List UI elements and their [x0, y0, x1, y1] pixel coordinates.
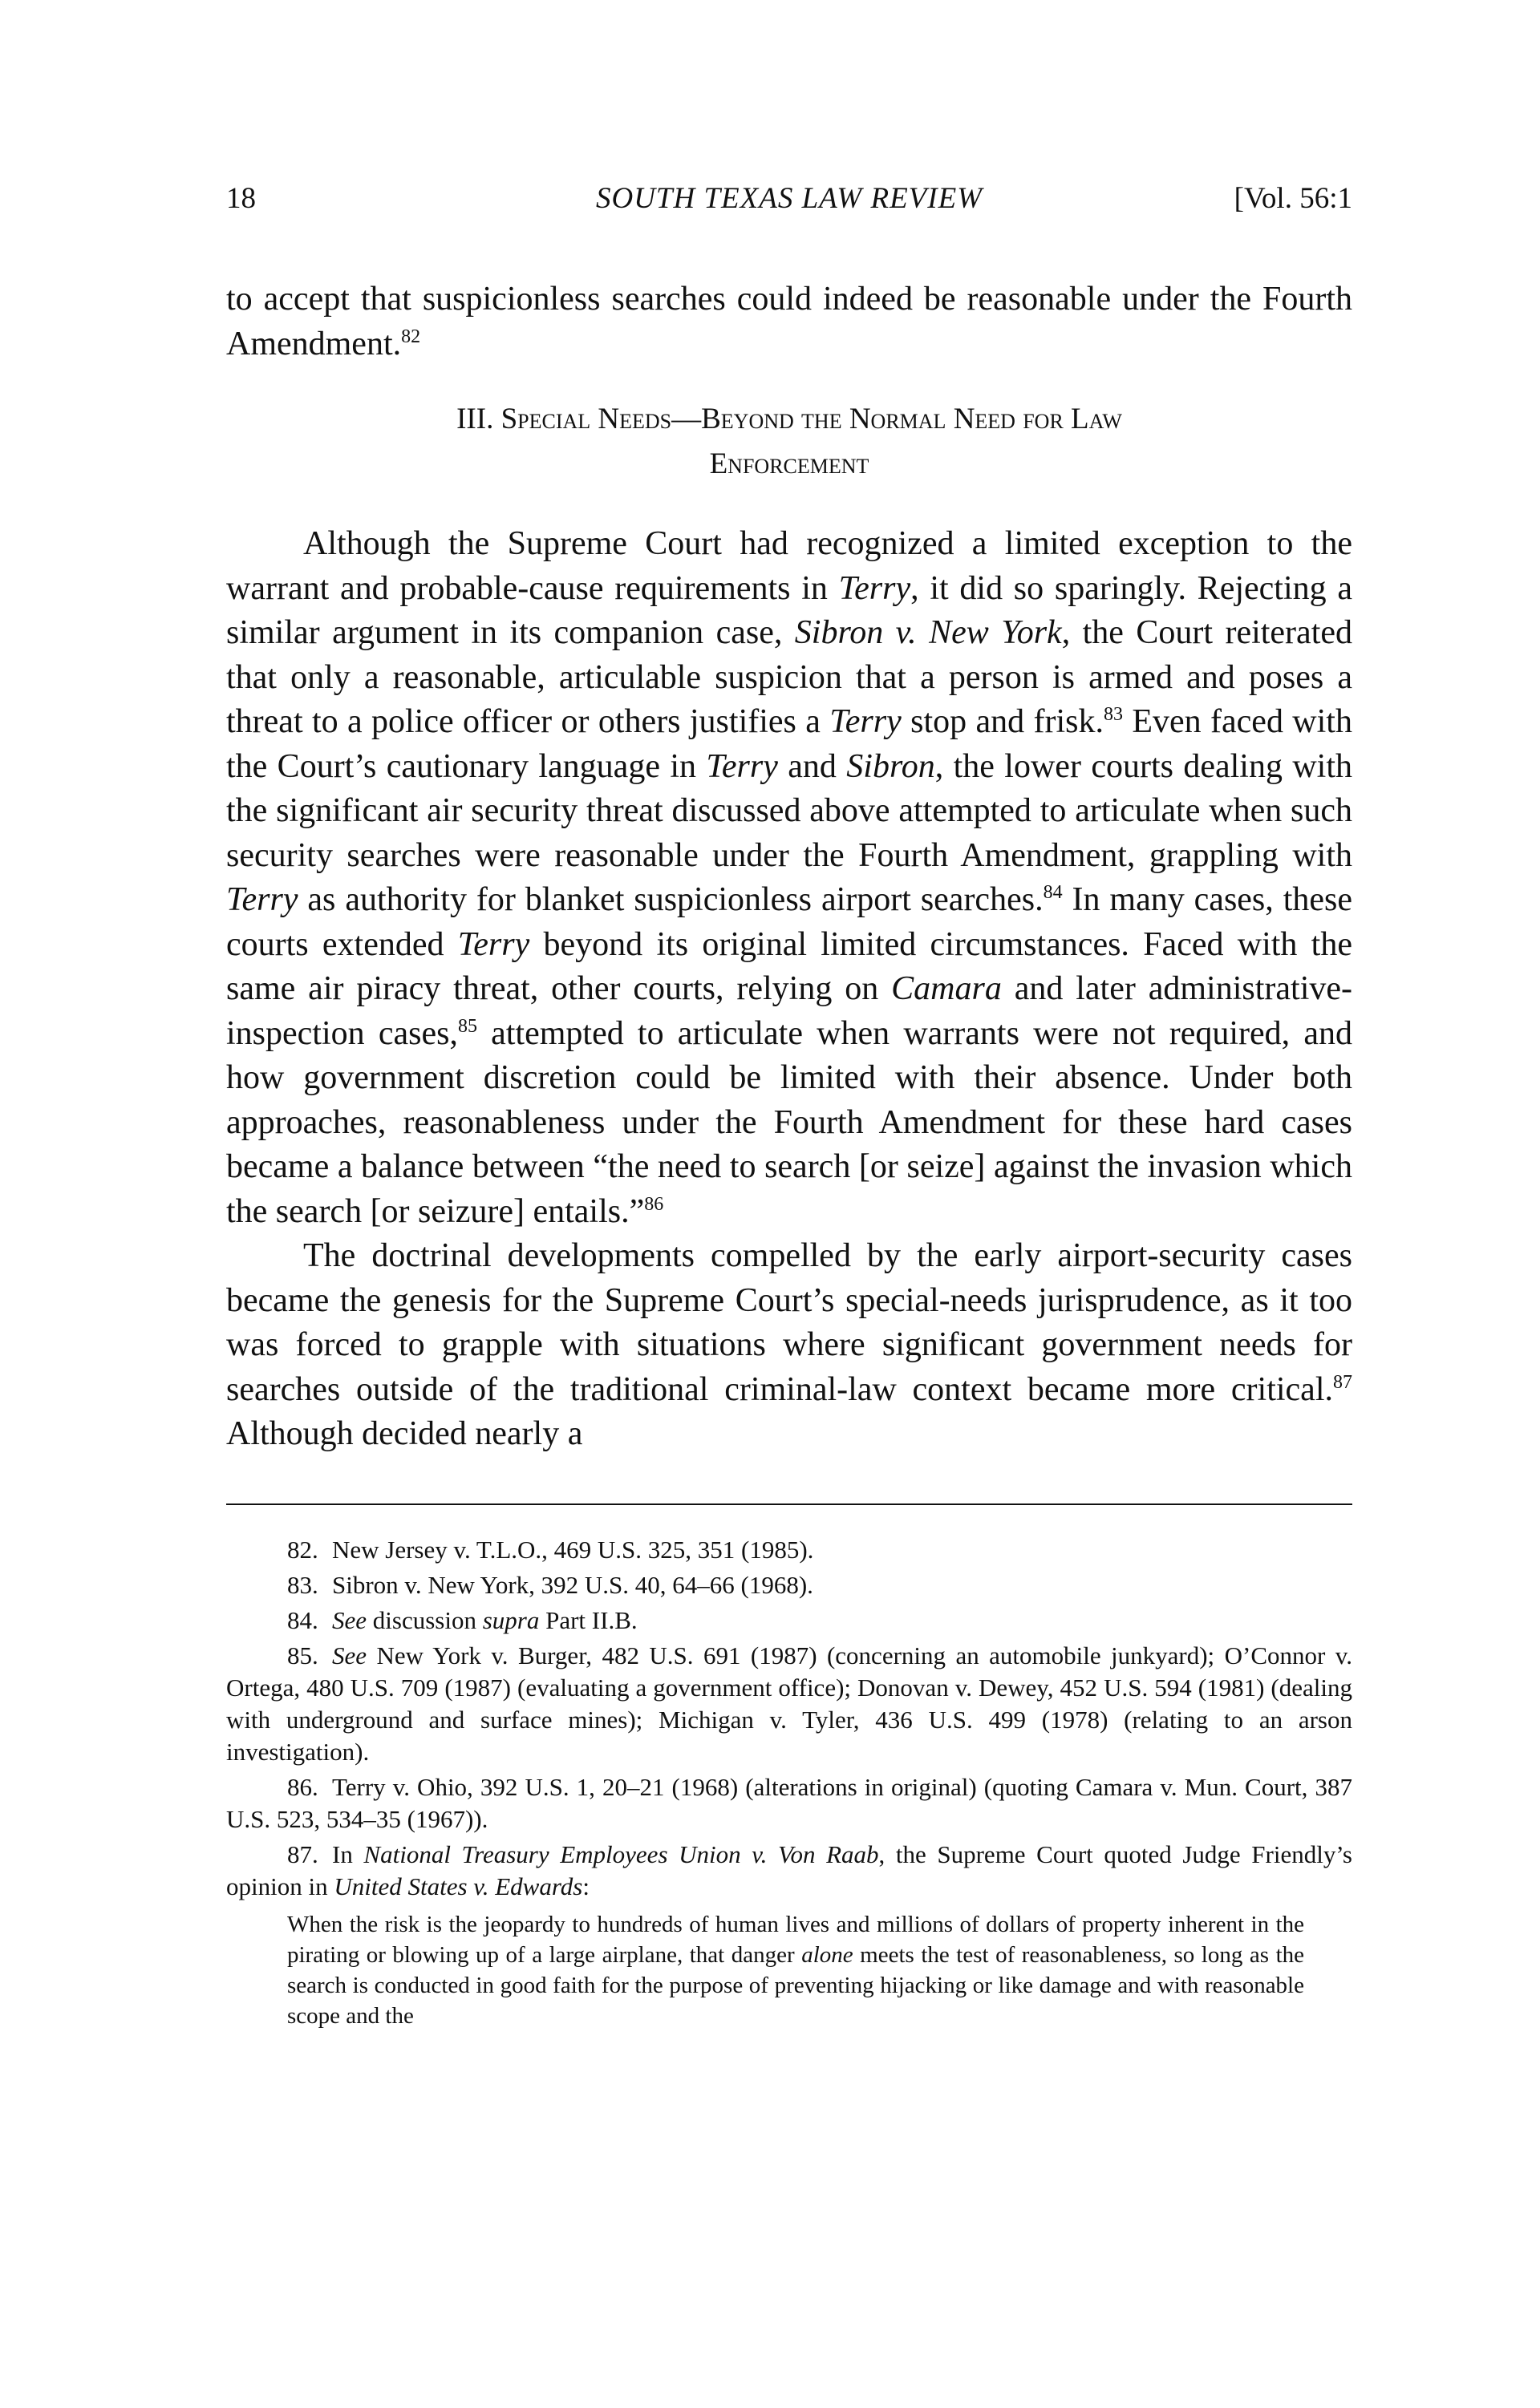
footnote-number: 85. [287, 1641, 318, 1669]
document-page [226, 181, 1352, 2031]
footnote-text: , the Supreme Court quoted Judge Friendly’s opinion in [226, 1839, 1352, 1900]
footnote-82 [226, 1534, 1352, 1566]
p1-text-l: attempted to articulate when warrants were not required, and how government discretion could be limited with their absence. Under both approaches, reasonableness under the Fourth Amendment for these hard cases became a balance between “the need to search [or seize] against the invasion which the search [or seizure] entails.” [226, 1014, 1352, 1230]
footnote-text: Part II.B. [539, 1605, 638, 1634]
footnote-83 [226, 1569, 1352, 1601]
signal-see: See [332, 1605, 367, 1634]
case-sibron: Sibron [846, 747, 935, 785]
continuation-paragraph [226, 277, 1352, 366]
footnote-84 [226, 1605, 1352, 1637]
case-terry: Terry [457, 925, 530, 963]
footnote-number: 84. [287, 1605, 318, 1634]
footnote-ref-83[interactable]: 83 [1104, 704, 1123, 725]
page-number: 18 [226, 182, 256, 215]
p1-text-a: Although the Supreme Court had recognized a limited exception to the warrant and probable-cause requirements in [226, 525, 1352, 607]
body-paragraph-2 [226, 1234, 1352, 1457]
footnote-number: 83. [287, 1570, 318, 1599]
quote-emphasis: alone [801, 1941, 853, 1968]
p1-text-f: and [777, 747, 847, 785]
quote-text: When the risk is the jeopardy to hundreds of human lives and millions of dollars of property inherent in the pirating or blowing up of a large airplane, that danger [287, 1911, 1304, 1968]
continuation-text: to accept that suspicionless searches could indeed be reasonable under the Fourth Amendment. [226, 281, 1352, 362]
footnote-ref-87[interactable]: 87 [1333, 1371, 1352, 1393]
p1-text-h: as authority for blanket suspicionless airport searches. [298, 881, 1044, 918]
p1-text-b: , it did so sparingly. Rejecting a similar argument in its companion case, [226, 569, 1352, 651]
p2-text: The doctrinal developments compelled by the early airport-security cases became the genesis for the Supreme Court’s special-needs jurisprudence, as it too was forced to grapple with situations where significant government needs for searches outside of the traditional criminal-law context became more critical. [226, 1237, 1352, 1408]
p2-tail: Although decided nearly a [226, 1415, 583, 1452]
footnote-number: 86. [287, 1772, 318, 1801]
footnote-text: discussion [367, 1605, 483, 1634]
running-header [226, 181, 1352, 229]
case-edwards: United States v. Edwards [334, 1872, 583, 1900]
p1-text-c: , the Court reiterated that only a reasonable, articulable suspicion that a person is armed and poses a threat to a police officer or others justifies a [226, 614, 1352, 740]
journal-title: SOUTH TEXAS LAW REVIEW [595, 182, 983, 215]
case-camara: Camara [891, 970, 1002, 1007]
case-terry: Terry [706, 747, 778, 785]
footnote-divider [226, 1503, 1352, 1505]
body-paragraph-1 [226, 522, 1352, 1234]
p1-text-k: and later administrative-inspection cases, [226, 970, 1352, 1052]
footnote-ref-84[interactable]: 84 [1043, 882, 1063, 903]
quote-text: meets the test of reasonableness, so long as the search is conducted in good faith for the purpose of preventing hijacking or like damage and with reasonable scope and the [287, 1941, 1304, 2029]
footnote-ref-85[interactable]: 85 [457, 1015, 477, 1037]
footnote-ref-82[interactable]: 82 [401, 326, 421, 347]
case-terry: Terry [226, 881, 298, 918]
p1-text-i: In many cases, these courts extended [226, 881, 1353, 963]
signal-supra: supra [482, 1605, 540, 1634]
footnote-ref-86[interactable]: 86 [644, 1193, 664, 1215]
footnote-number: 87. [287, 1839, 318, 1868]
volume-label: [Vol. 56:1 [1234, 182, 1352, 215]
p1-text-g: , the lower courts dealing with the significant air security threat discussed above attempted to articulate when such security searches were reasonable under the Fourth Amendment, grappling with [226, 747, 1352, 874]
section-heading [226, 397, 1352, 487]
footnote-87 [226, 1839, 1352, 1903]
footnote-number: 82. [287, 1535, 318, 1564]
footnote-85 [226, 1640, 1352, 1768]
case-terry: Terry [838, 569, 911, 607]
signal-see: See [332, 1641, 367, 1669]
section-heading-line2: Enforcement [709, 447, 869, 480]
footnote-text: New York v. Burger, 482 U.S. 691 (1987) (concerning an automobile junkyard); O’Connor v. Ortega, 480 U.S. 709 (1987) (evaluating a government office); Donovan v. Dewey, 452 U.S. 594 (1981) (dealing with underground and surface mines); Michigan v. Tyler, 436 U.S. 499 (1978) (relating to an arson investigation). [226, 1641, 1352, 1766]
footnote-86 [226, 1771, 1352, 1835]
p1-text-j: beyond its original limited circumstances. Faced with the same air piracy threat, other courts, relying on [226, 925, 1352, 1007]
p1-text-e: Even faced with the Court’s cautionary language in [226, 703, 1352, 785]
footnote-text: Sibron v. New York, 392 U.S. 40, 64–66 (1968). [332, 1570, 813, 1599]
case-sibron: Sibron v. New York [794, 614, 1062, 651]
footnote-text: Terry v. Ohio, 392 U.S. 1, 20–21 (1968) (alterations in original) (quoting Camara v. Mun. Court, 387 U.S. 523, 534–35 (1967)). [226, 1772, 1352, 1833]
footnote-text: In [332, 1839, 364, 1868]
case-terry: Terry [829, 703, 902, 740]
block-quote [226, 1909, 1352, 2031]
case-von-raab: National Treasury Employees Union v. Von Raab [363, 1839, 879, 1868]
p1-text-d: stop and frisk. [901, 703, 1104, 740]
footnote-text: New Jersey v. T.L.O., 469 U.S. 325, 351 (1985). [332, 1535, 814, 1564]
section-heading-line1: III. Special Needs—Beyond the Normal Need for Law [456, 403, 1122, 435]
footnotes [226, 1534, 1352, 2031]
footnote-text: : [582, 1872, 590, 1900]
